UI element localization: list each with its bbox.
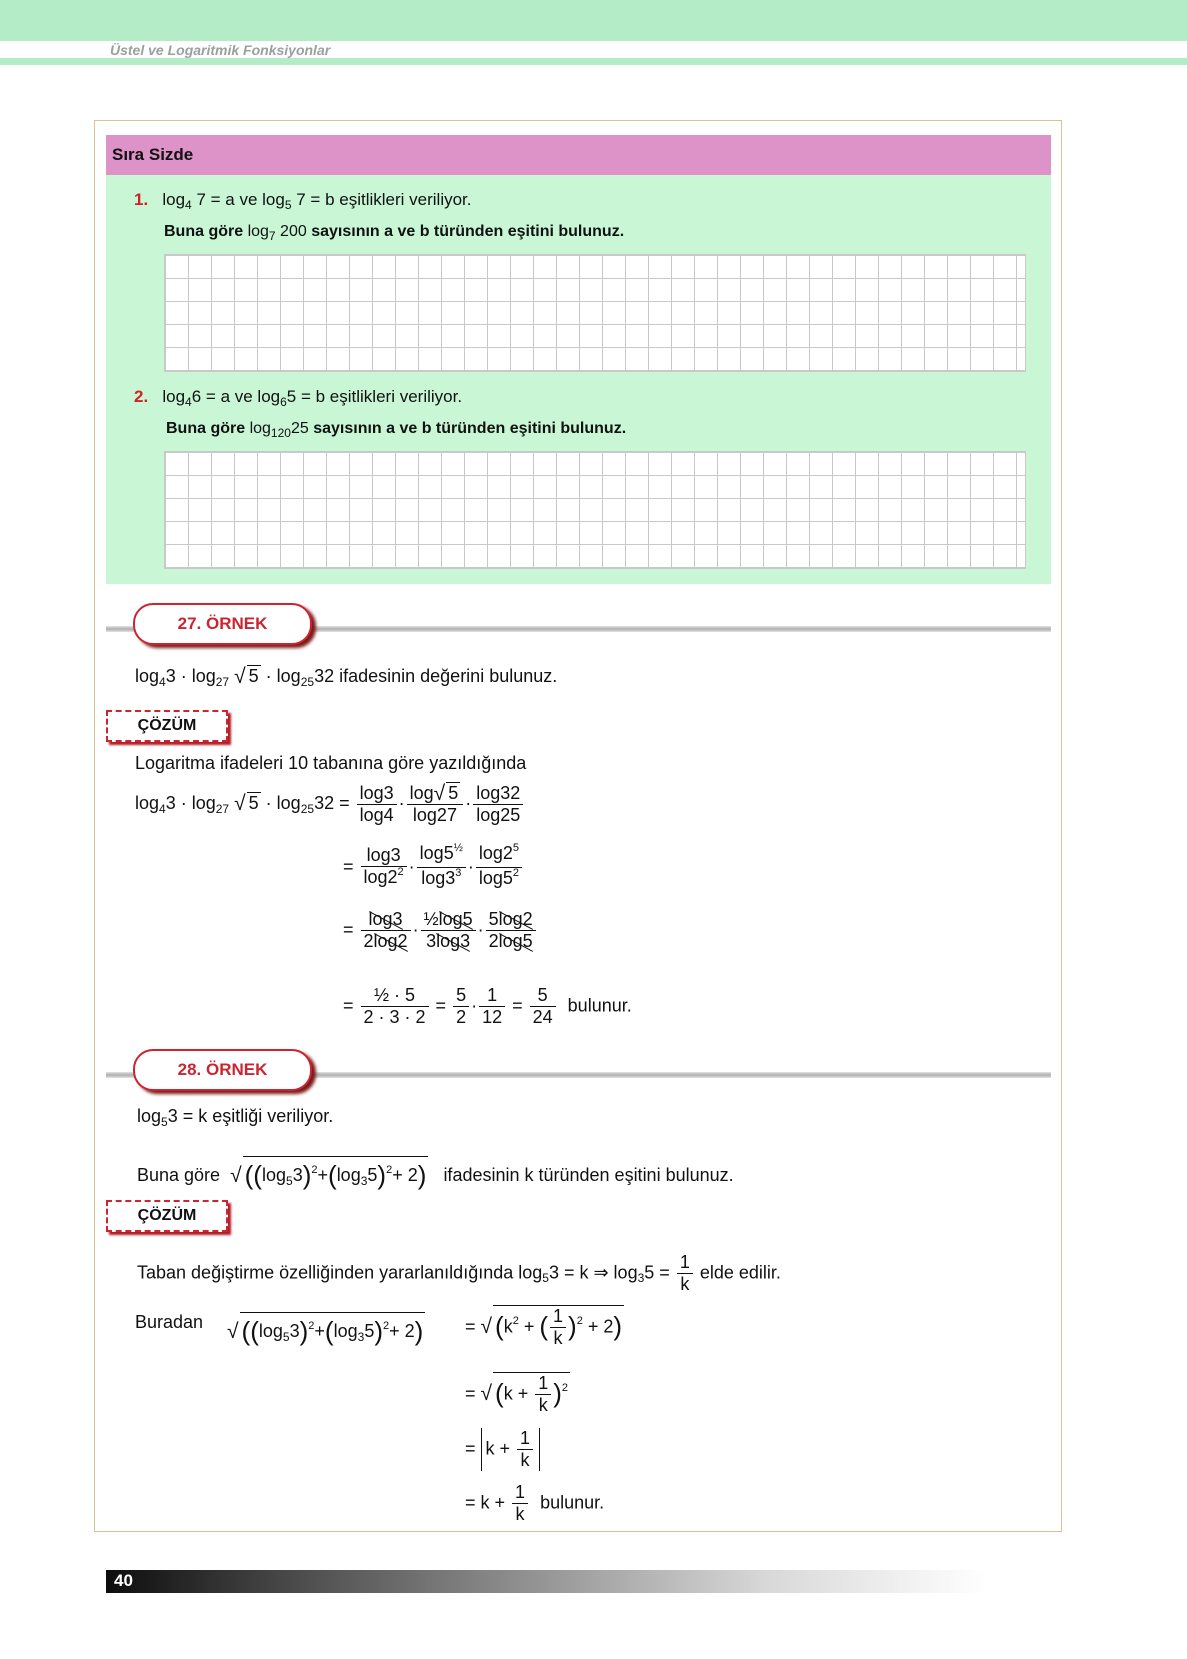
q2-sub-b: 6: [280, 395, 287, 409]
q2-log: log: [162, 387, 186, 406]
example-28-line-1: Taban değiştirme özelliğinden yararlanıldığında $\log_53 = k$ ⇒ $\log_35$ = $\frac{1}{k}$ elde edilir.: [137, 1252, 781, 1294]
example-28-given-tail: eşitliği veriliyor.: [207, 1106, 334, 1126]
example-27-step-2: = $\frac{\log 3}{\log 2^2}$ · $\frac{\log 5^{\frac{1}{2}}}{\log 3^3}$ · $\frac{\log 2^5}{\log 5^2}$: [343, 843, 524, 892]
q1-ask-pre: Buna göre: [164, 223, 248, 240]
example-28-ask-post: ifadesinin k türünden eşitini bulunuz.: [443, 1165, 734, 1185]
example-27-question: $\log_43 \cdot \log_{27}$ √ $5 \cdot \log_{25}32$ ifadesinin değerini bulunuz.: [135, 665, 558, 689]
example-27-solution-label: ÇÖZÜM: [106, 710, 228, 742]
example-28-step-1: √ $((\log_53)^2+(\log_35)^2+ 2)$: [227, 1312, 425, 1344]
sira-sizde-title: Sıra Sizde: [106, 135, 1051, 175]
example-27-step-1: $\log_43 \cdot \log_{27}$ √ $5 \cdot \log_{25}32$ = $\frac{\log 3}{\log 4}$ · $\frac{\log√ 5}{\log 27}$ · $\frac{\log 32}{\log 25}$: [135, 782, 525, 826]
example-28-buradan: Buradan: [135, 1312, 204, 1332]
question-1-ask: [164, 223, 624, 241]
q1-sub-a: 4: [185, 198, 192, 212]
question-number: 1.: [134, 190, 149, 209]
q1-sub-b: 5: [284, 198, 292, 212]
answer-grid-2[interactable]: [164, 451, 1026, 569]
example-27-tab: 27. ÖRNEK: [133, 603, 312, 645]
question-2: [134, 387, 462, 407]
example-28-given: $\log_53 = k$ eşitliği veriliyor.: [137, 1106, 334, 1129]
example-28-line1-pre: Taban değiştirme özelliğinden yararlanıldığında: [137, 1262, 519, 1283]
q1-ask-sub: 7: [268, 229, 276, 243]
q1-ask-post: sayısının a ve b türünden eşitini bulunuz.: [311, 223, 625, 240]
q1-rest-b: 7 = b eşitlikleri veriliyor.: [291, 190, 472, 209]
example-27-question-tail: ifadesinin değerini bulunuz.: [334, 666, 558, 686]
question-2-ask: [166, 420, 626, 438]
chapter-title: Üstel ve Logaritmik Fonksiyonlar: [110, 42, 331, 58]
example-28-step-2: = √ (k + $\frac{1}{k}$ )$^2$: [465, 1373, 569, 1415]
q1-log: log: [162, 190, 186, 209]
example-27-result-word: bulunur.: [567, 995, 632, 1016]
answer-grid-1[interactable]: [164, 254, 1026, 372]
example-28-step-1-rhs: = √ ($k^2$ + ( $\frac{1}{k}$ )$^2$ + 2): [465, 1306, 623, 1348]
question-1: [134, 190, 472, 210]
q2-ask-post: sayısının a ve b türünden eşitini bulunuz.: [313, 420, 627, 437]
q2-rest-a: 6 = a ve log: [191, 387, 281, 406]
q2-ask-log: log: [249, 420, 271, 437]
q2-rest-b: 5 = b eşitlikleri veriliyor.: [286, 387, 463, 406]
q2-ask-pre: Buna göre: [166, 420, 250, 437]
example-28-line1-post: elde edilir.: [694, 1262, 781, 1283]
question-number: 2.: [134, 387, 149, 406]
example-28-tab: 28. ÖRNEK: [133, 1049, 312, 1091]
example-27-intro: Logaritma ifadeleri 10 tabanına göre yazıldığında: [135, 753, 527, 773]
header-rule: [0, 58, 1187, 65]
example-28-step-4: = k + $\frac{1}{k}$ bulunur.: [465, 1482, 605, 1524]
q1-rest-a: 7 = a ve log: [191, 190, 285, 209]
q2-sub-a: 4: [185, 395, 192, 409]
q2-ask-arg: 25: [290, 420, 314, 437]
q1-ask-log: log: [247, 223, 269, 240]
example-27-step-4: = $\frac{\text{½ · 5}}{2 \cdot 3 \cdot 2}$ = $\frac{5}{2}$ · $\frac{1}{12}$ = $\frac{5}{24}$ bulunur.: [343, 985, 632, 1027]
example-28-ask: Buna göre √ $((\log_53)^2+(\log_35)^2+ 2)$ ifadesinin k türünden eşitini bulunuz.: [137, 1156, 734, 1188]
page-number: 40: [114, 1571, 133, 1590]
example-28-solution-label: ÇÖZÜM: [106, 1200, 228, 1232]
q1-ask-arg: 200: [275, 223, 312, 240]
example-27-step-3: = $\frac{\log 3}{2\log 2}$ · $\frac{\text{½log5}}{3\log 3}$ · $\frac{5\log 2}{2\log 5}$: [343, 909, 538, 952]
sira-sizde-box: [106, 135, 1051, 584]
header-band: [0, 0, 1187, 41]
q2-ask-sub: 120: [270, 426, 291, 440]
page-number-bar: [106, 1570, 986, 1593]
example-28-ask-pre: Buna göre: [137, 1165, 221, 1185]
example-28-result-word: bulunur.: [540, 1492, 605, 1513]
example-28-step-3: = k + $\frac{1}{k}$: [465, 1428, 540, 1471]
